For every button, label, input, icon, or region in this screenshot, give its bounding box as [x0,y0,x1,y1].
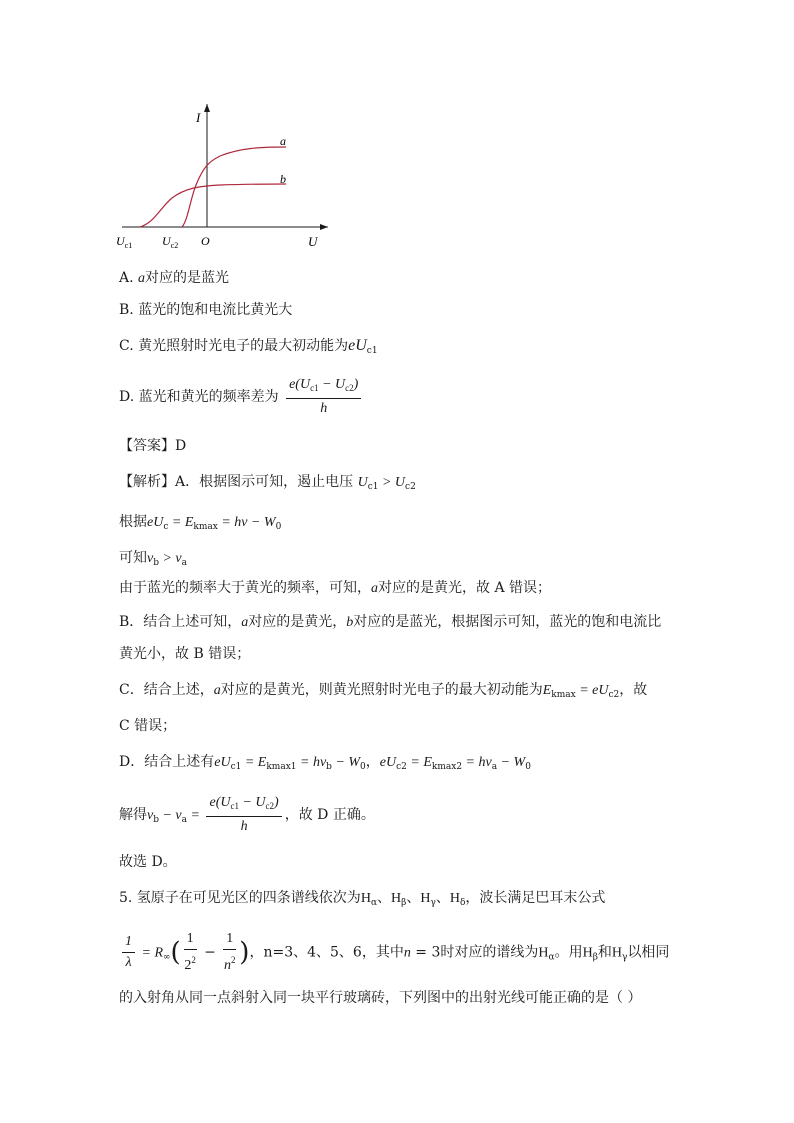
option-a[interactable]: A. a对应的是蓝光 [119,270,230,286]
analysis-line-3: 可知$\nu_b > \nu_a$ [119,550,188,568]
analysis-line-6: 黄光小，故 B 错误； [119,646,251,662]
analysis-line-9: D．结合上述有$eU_{c1} = E_{kmax1} = h\nu_b - W_0$，$eU_{c2} = E_{kmax2} = h\nu_a - W_0$ [119,754,531,772]
analysis-line-10: 解得$\nu_b - \nu_a$ = $\frac{e(U_{c1} - U_{c2})}{h}$ ，故 D 正确。 [119,795,375,834]
photoelectric-iu-graph [110,100,330,260]
analysis-line-2: 根据$eU_c = E_{kmax} = h\nu - W_0$ [119,514,282,532]
analysis-line-11: 故选 D。 [119,854,177,870]
uc2-label: $U_{c2}$ [162,234,179,250]
curve-b-label: b [280,172,286,186]
analysis-line-5: B．结合上述可知，a对应的是黄光，b对应的是蓝光，根据图示可知，蓝光的饱和电流比 [119,614,662,630]
question-5-line-3: 的入射角从同一点斜射入同一块平行玻璃砖，下列图中的出射光线可能正确的是（ ） [119,990,642,1006]
option-b[interactable]: B. 蓝光的饱和电流比黄光大 [119,302,293,318]
question-5-line-1: 5. 氢原子在可见光区的四条谱线依次为$H_\alpha$、$H_\beta$、$H_\gamma$、$H_\delta$，波长满足巴耳末公式 [119,890,606,908]
option-d[interactable]: D. 蓝光和黄光的频率差为 $\frac{e(U_{c1} - U_{c2})}{h}$ [119,376,364,418]
y-axis-label: I [196,110,201,125]
analysis-line-7: C．结合上述，a对应的是黄光，则黄光照射时光电子的最大初动能为$E_{kmax} = eU_{c2}$，故 [119,682,648,700]
answer: 【答案】D [119,438,187,454]
frac-1-over-lambda: $\frac{1}{\lambda}$ [122,933,135,972]
curve-a-label: a [280,134,286,148]
y-axis-arrow [204,104,210,112]
frac-1-over-2-squared: $\frac{1}{2^2}$ [184,931,196,973]
x-axis-label: U [308,234,318,249]
question-5-line-2: $\frac{1}{\lambda}$ = $R_\infty$( $\frac{1}{2^2}$ − $\frac{1}{n^2}$ )，n=3、4、5、6，其中n = 3时对应的谱线为$H_\alpha$。用$H_\beta$和$H_\gamma$以相同 [119,930,669,975]
option-d-fraction: $\frac{e(U_{c1} - U_{c2})}{h}$ [286,376,361,418]
analysis-line-4: 由于蓝光的频率大于黄光的频率，可知，a对应的是黄光，故 A 错误； [119,580,552,596]
origin-label: O [201,234,210,248]
analysis-line-1: 【解析】A．根据图示可知，遏止电压 $U_{c1} > U_{c2}$ [119,474,416,492]
analysis-fraction: $\frac{e(U_{c1} - U_{c2})}{h}$ [206,794,281,836]
frac-1-over-n-squared: $\frac{1}{n^2}$ [224,931,236,973]
analysis-line-8: C 错误； [119,718,177,734]
curve-b [140,184,286,227]
x-axis-arrow [320,224,328,230]
uc1-label: $U_{c1}$ [116,234,133,250]
option-c[interactable]: C. 黄光照射时光电子的最大初动能为$eU_{c1}$ [119,337,378,356]
